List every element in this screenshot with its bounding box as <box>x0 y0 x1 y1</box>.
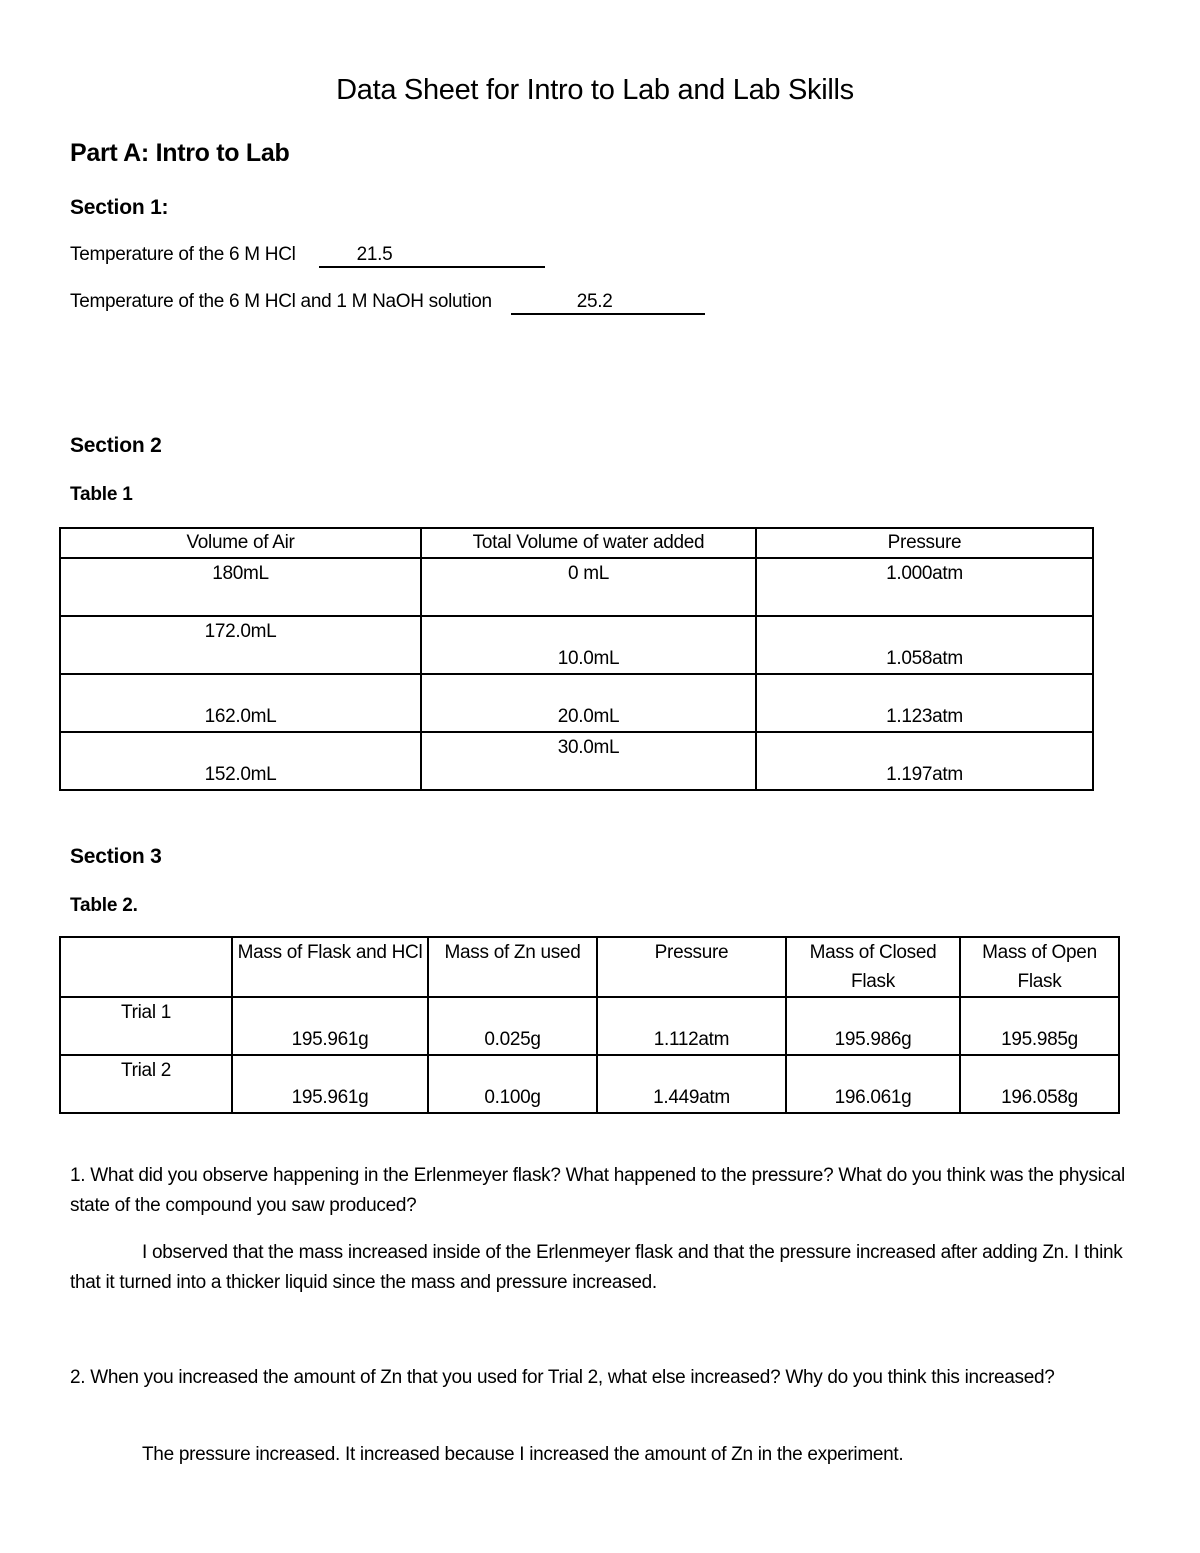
temp-mix-line <box>70 291 705 315</box>
temp-mix-value: 25.2 <box>576 291 613 312</box>
temp-hcl-value: 21.5 <box>356 244 393 265</box>
table-1-header-volume-air: Volume of Air <box>60 528 421 558</box>
table-cell: 195.986g <box>786 997 960 1055</box>
question-1: 1. What did you observe happening in the Erlenmeyer flask? What happened to the pressure? What do you think was the physical state of the compound you saw produced? <box>70 1165 1125 1216</box>
answer-2: The pressure increased. It increased because I increased the amount of Zn in the experiment. <box>142 1444 904 1465</box>
table-cell: 196.058g <box>960 1055 1119 1113</box>
table-row <box>60 997 1119 1055</box>
trial-label: Trial 1 <box>60 997 232 1055</box>
table-2-header-flask-hcl: Mass of Flask and HCl <box>232 937 428 997</box>
section-2-heading: Section 2 <box>70 434 162 457</box>
document-title: Data Sheet for Intro to Lab and Lab Skills <box>336 74 854 106</box>
table-cell: 180mL <box>60 558 421 616</box>
temp-mix-blank <box>511 291 705 315</box>
table-cell: 30.0mL <box>421 732 756 790</box>
table-cell: 0.100g <box>428 1055 597 1113</box>
table-row <box>60 732 1093 790</box>
temp-hcl-label: Temperature of the 6 M HCl <box>70 244 296 265</box>
temp-hcl-blank <box>319 244 545 268</box>
question-2: 2. When you increased the amount of Zn that you used for Trial 2, what else increased? Why do you think this increased? <box>70 1367 1055 1388</box>
table-2-header-empty <box>60 937 232 997</box>
answer-1: I observed that the mass increased inside of the Erlenmeyer flask and that the pressure increased after adding Zn. I think that it turned into a thicker liquid since the mass and pressure increased. <box>70 1242 1123 1293</box>
table-cell: 195.961g <box>232 1055 428 1113</box>
table-2-header-closed-flask: Mass of Closed Flask <box>786 937 960 997</box>
temp-mix-label: Temperature of the 6 M HCl and 1 M NaOH solution <box>70 291 492 312</box>
trial-label: Trial 2 <box>60 1055 232 1113</box>
section-1-heading: Section 1: <box>70 196 169 219</box>
table-2-header-pressure: Pressure <box>597 937 786 997</box>
part-a-heading: Part A: Intro to Lab <box>70 139 290 167</box>
table-cell: 172.0mL <box>60 616 421 674</box>
table-cell: 1.000atm <box>756 558 1093 616</box>
table-1-header-pressure: Pressure <box>756 528 1093 558</box>
table-1 <box>59 527 1094 791</box>
table-cell: 0.025g <box>428 997 597 1055</box>
table-1-header-row <box>60 528 1093 558</box>
table-2-header-zn-used: Mass of Zn used <box>428 937 597 997</box>
table-cell: 1.449atm <box>597 1055 786 1113</box>
table-row <box>60 674 1093 732</box>
table-cell: 1.058atm <box>756 616 1093 674</box>
table-2-header-open-flask: Mass of Open Flask <box>960 937 1119 997</box>
table-row <box>60 616 1093 674</box>
table-cell: 1.123atm <box>756 674 1093 732</box>
table-cell: 162.0mL <box>60 674 421 732</box>
table-2-header-row <box>60 937 1119 997</box>
table-cell: 196.061g <box>786 1055 960 1113</box>
table-cell: 1.197atm <box>756 732 1093 790</box>
table-cell: 20.0mL <box>421 674 756 732</box>
table-1-label: Table 1 <box>70 484 133 505</box>
table-2 <box>59 936 1120 1114</box>
table-row <box>60 1055 1119 1113</box>
table-1-header-water-added: Total Volume of water added <box>421 528 756 558</box>
table-cell: 152.0mL <box>60 732 421 790</box>
table-cell: 195.985g <box>960 997 1119 1055</box>
table-2-label: Table 2. <box>70 895 138 916</box>
table-cell: 10.0mL <box>421 616 756 674</box>
temp-hcl-line <box>70 244 545 268</box>
table-cell: 1.112atm <box>597 997 786 1055</box>
table-cell: 195.961g <box>232 997 428 1055</box>
section-3-heading: Section 3 <box>70 845 162 868</box>
table-row <box>60 558 1093 616</box>
table-cell: 0 mL <box>421 558 756 616</box>
